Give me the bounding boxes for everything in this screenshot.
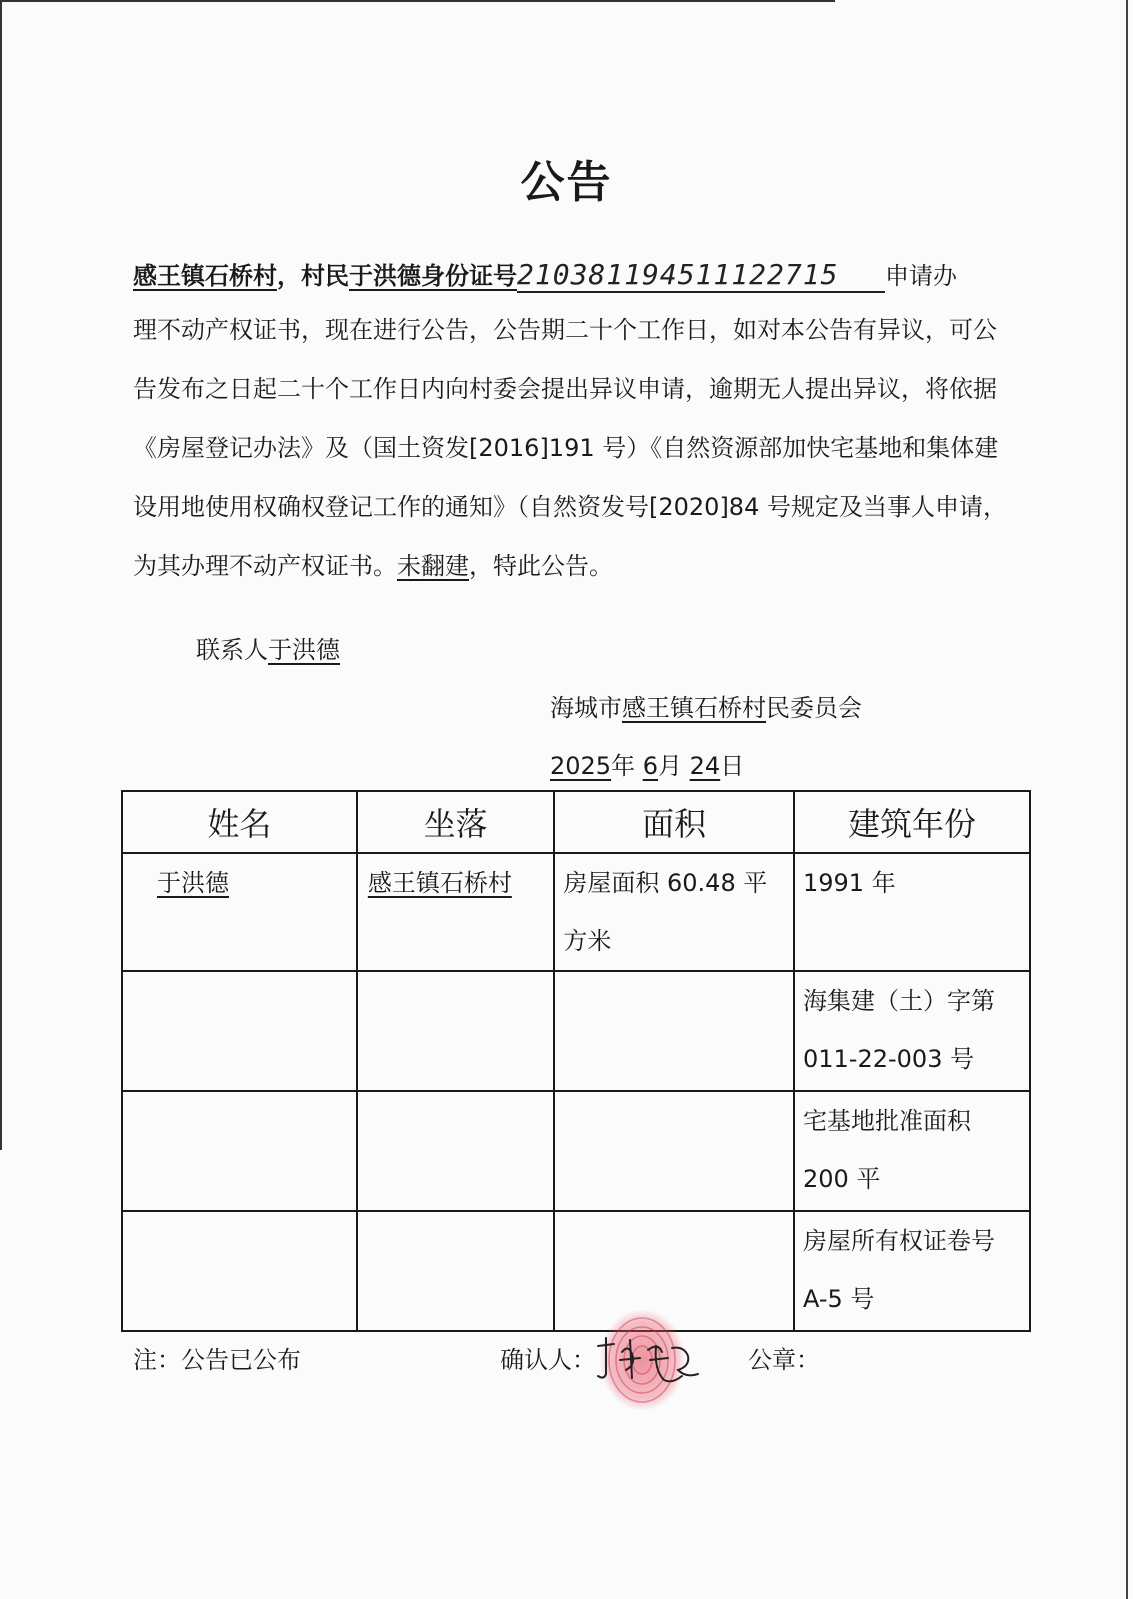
header-area: 面积 [554, 791, 794, 853]
table-row [122, 853, 1030, 971]
contact-name: 于洪德 [268, 636, 340, 664]
cell-name-text: 于洪德 [157, 869, 229, 897]
paragraph-ending: ，特此公告。 [469, 552, 613, 580]
cell-location [357, 971, 555, 1091]
scan-edge-right [1126, 0, 1128, 1599]
cell-name [122, 853, 357, 971]
date-day-unit: 日 [720, 752, 745, 780]
cell-year: 海集建（土）字第 011-22-003 号 [794, 971, 1030, 1091]
header-year: 建筑年份 [794, 791, 1030, 853]
date-year-unit: 年 [611, 752, 636, 780]
document-title: 公告 [520, 157, 613, 208]
villager-sep: ，村民 [277, 262, 349, 290]
date-month: 6 [642, 752, 658, 780]
cell-location [357, 1211, 555, 1331]
date-day: 24 [689, 752, 721, 780]
footer-seal-label: 公章： [748, 1346, 820, 1374]
table-row [122, 1211, 1030, 1331]
cell-year: 1991 年 [794, 853, 1030, 971]
table-row [122, 971, 1030, 1091]
date-month-unit: 月 [658, 752, 682, 780]
cell-year: 宅基地批准面积 200 平 [794, 1091, 1030, 1211]
cell-area: 房屋面积 60.48 平方米 [554, 853, 794, 971]
header-location: 坐落 [357, 791, 555, 853]
org-prefix: 海城市 [550, 694, 622, 722]
cell-location [357, 853, 555, 971]
org-suffix: 民委员会 [766, 694, 862, 722]
table-header-row [122, 791, 1030, 853]
footer-note: 注：公告已公布 [133, 1346, 301, 1374]
villager-prefix: 于洪德身份证号 [349, 262, 517, 290]
not-rebuilt-text: 未翻建 [397, 552, 469, 580]
cell-name [122, 1211, 357, 1331]
paragraph-rest: 理不动产权证书，现在进行公告，公告期二十个工作日，如对本公告有异议，可公告发布之日起二十个工作日内向村委会提出异议申请，逾期无人提出异议，将依据《房屋登记办法》及（国土资发[2016]191 号）《自然资源部加快宅基地和集体建设用地使用权确权登记工作的通知》（自然资发号[2020]84 号规定及当事人申请，为其办理不动产权证书。 [133, 316, 1007, 580]
date-year: 2025 [550, 752, 612, 780]
table-row [122, 1091, 1030, 1211]
footer-confirm-label: 确认人： [500, 1346, 596, 1374]
property-table [121, 790, 1031, 1332]
cell-location [357, 1091, 555, 1211]
scan-edge-top [0, 0, 835, 2]
cell-location-text: 感王镇石桥村 [367, 869, 512, 897]
contact-line [196, 630, 340, 665]
cell-area [554, 1091, 794, 1211]
line1-end: 申请办 [885, 262, 957, 290]
cell-year: 房屋所有权证卷号 A-5 号 [794, 1211, 1030, 1331]
contact-label: 联系人 [196, 636, 268, 664]
signature-scribble [592, 1330, 702, 1390]
cell-name [122, 971, 357, 1091]
paragraph-line-1 [133, 256, 957, 293]
date-line [550, 746, 744, 781]
header-name: 姓名 [122, 791, 357, 853]
paragraph-body [133, 301, 1013, 596]
cell-name [122, 1091, 357, 1211]
id-number-handwritten: 210381194511122715 [517, 258, 885, 293]
cell-area [554, 971, 794, 1091]
org-underlined: 感王镇石桥村 [622, 694, 766, 722]
organization-line [550, 688, 862, 723]
village-name: 感王镇石桥村 [133, 262, 277, 290]
